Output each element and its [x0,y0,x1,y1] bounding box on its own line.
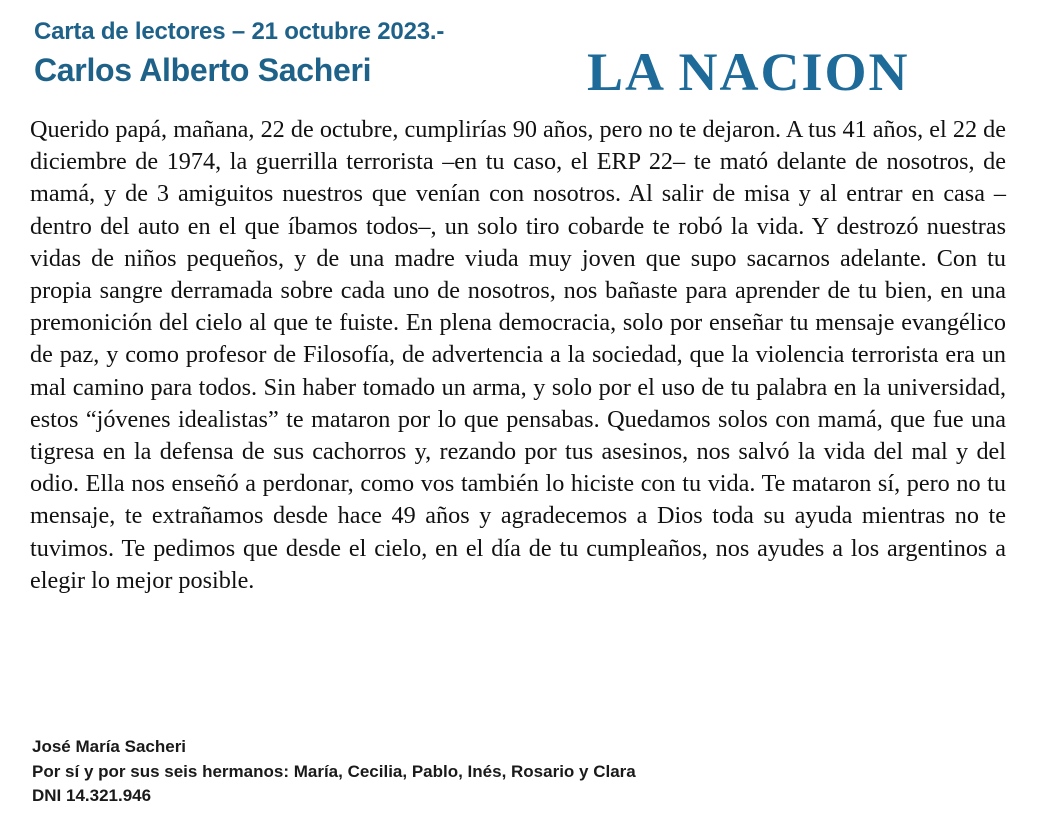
letter-subject-title: Carlos Alberto Sacheri [34,52,372,88]
signature-name: José María Sacheri [32,737,187,756]
signature-dni: DNI 14.321.946 [32,786,152,805]
signature-behalf: Por sí y por sus seis hermanos: María, Cecilia, Pablo, Inés, Rosario y Clara [32,761,636,781]
signature-block [32,735,636,809]
newspaper-logo: LA NACION [587,42,910,102]
section-kicker: Carta de lectores – 21 octubre 2023.- [34,18,445,45]
header [34,14,444,90]
letter-body: Querido papá, mañana, 22 de octubre, cumplirías 90 años, pero no te dejaron. A tus 41 años, el 22 de diciembre de 1974, la guerrilla terrorista –en tu caso, el ERP 22– te mató delante de nosotros, de mamá, y de 3 amiguitos nuestros que venían con nosotros. Al salir de misa y al entrar en casa –dentro del auto en el que íbamos todos–, un solo tiro cobarde te robó la vida. Y destrozó nuestras vidas de niños pequeños, y de una madre viuda muy joven que supo sacarnos adelante. Con tu propia sangre derramada sobre cada uno de nosotros, nos bañaste para aprender de tu bien, en una premonición del cielo al que te fuiste. En plena democracia, solo por enseñar tu mensaje evangélico de paz, y como profesor de Filosofía, de advertencia a la sociedad, que la violencia terrorista era un mal camino para todos. Sin haber tomado un arma, y solo por el uso de tu palabra en la universidad, estos “jóvenes idealistas” te mataron por lo que pensabas. Quedamos solos con mamá, que fue una tigresa en la defensa de sus cachorros y, rezando por tus asesinos, nos salvó la vida del mal y del odio. Ella nos enseñó a perdonar, como vos también lo hiciste con tu vida. Te mataron sí, pero no tu mensaje, te extrañamos desde hace 49 años y agradecemos a Dios toda su ayuda mientras no te tuvimos. Te pedimos que desde el cielo, en el día de tu cumpleaños, nos ayudes a los argentinos a elegir lo mejor posible. [30,116,1006,594]
